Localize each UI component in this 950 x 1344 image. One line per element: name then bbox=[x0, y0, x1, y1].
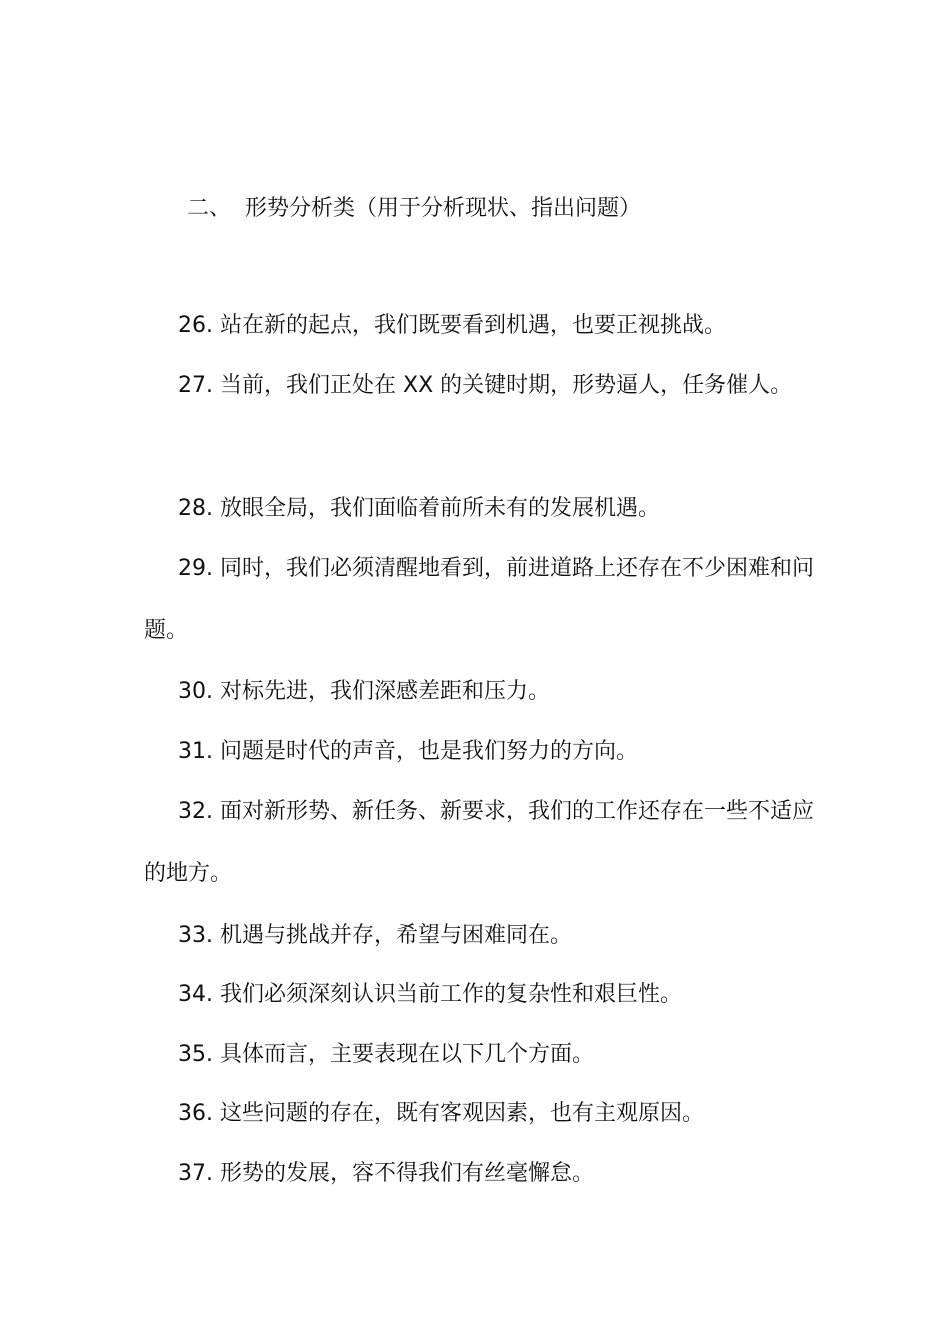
item-number: 30. bbox=[178, 679, 213, 704]
list-item bbox=[144, 478, 814, 540]
item-text: 同时，我们必须清醒地看到，前进道路上还存在不少困难和问题。 bbox=[144, 556, 815, 643]
item-text: 当前，我们正处在 XX 的关键时期，形势逼人，任务催人。 bbox=[220, 373, 793, 398]
list-item bbox=[144, 905, 814, 967]
item-text: 问题是时代的声音，也是我们努力的方向。 bbox=[220, 739, 639, 764]
list-item bbox=[144, 661, 814, 723]
list-item bbox=[144, 1143, 814, 1205]
item-number: 26. bbox=[178, 313, 213, 338]
item-text: 形势的发展，容不得我们有丝毫懈怠。 bbox=[220, 1161, 595, 1186]
list-item bbox=[144, 721, 814, 783]
item-text: 具体而言，主要表现在以下几个方面。 bbox=[220, 1042, 595, 1067]
item-number: 37. bbox=[178, 1161, 213, 1186]
item-number: 33. bbox=[178, 923, 213, 948]
item-text: 站在新的起点，我们既要看到机遇，也要正视挑战。 bbox=[220, 313, 727, 338]
list-item bbox=[144, 964, 814, 1026]
item-text: 机遇与挑战并存，希望与困难同在。 bbox=[220, 923, 573, 948]
list-item bbox=[144, 1024, 814, 1086]
list-item bbox=[144, 1083, 814, 1145]
item-number: 27. bbox=[178, 373, 213, 398]
item-number: 34. bbox=[178, 982, 213, 1007]
section-title: 形势分析类（用于分析现状、指出问题） bbox=[245, 196, 642, 221]
section-heading bbox=[187, 195, 641, 223]
list-item bbox=[144, 781, 814, 905]
item-text: 面对新形势、新任务、新要求，我们的工作还存在一些不适应的地方。 bbox=[144, 799, 815, 886]
item-text: 放眼全局，我们面临着前所未有的发展机遇。 bbox=[220, 496, 661, 521]
item-number: 28. bbox=[178, 496, 213, 521]
list-item bbox=[144, 538, 814, 662]
item-text: 这些问题的存在，既有客观因素，也有主观原因。 bbox=[220, 1101, 705, 1126]
list-item bbox=[144, 295, 814, 357]
item-number: 32. bbox=[178, 799, 213, 824]
list-item bbox=[144, 355, 814, 417]
section-number: 二、 bbox=[187, 196, 232, 221]
item-number: 31. bbox=[178, 739, 213, 764]
item-text: 对标先进，我们深感差距和压力。 bbox=[220, 679, 551, 704]
item-number: 35. bbox=[178, 1042, 213, 1067]
item-text: 我们必须深刻认识当前工作的复杂性和艰巨性。 bbox=[220, 982, 683, 1007]
item-number: 36. bbox=[178, 1101, 213, 1126]
item-number: 29. bbox=[178, 556, 213, 581]
